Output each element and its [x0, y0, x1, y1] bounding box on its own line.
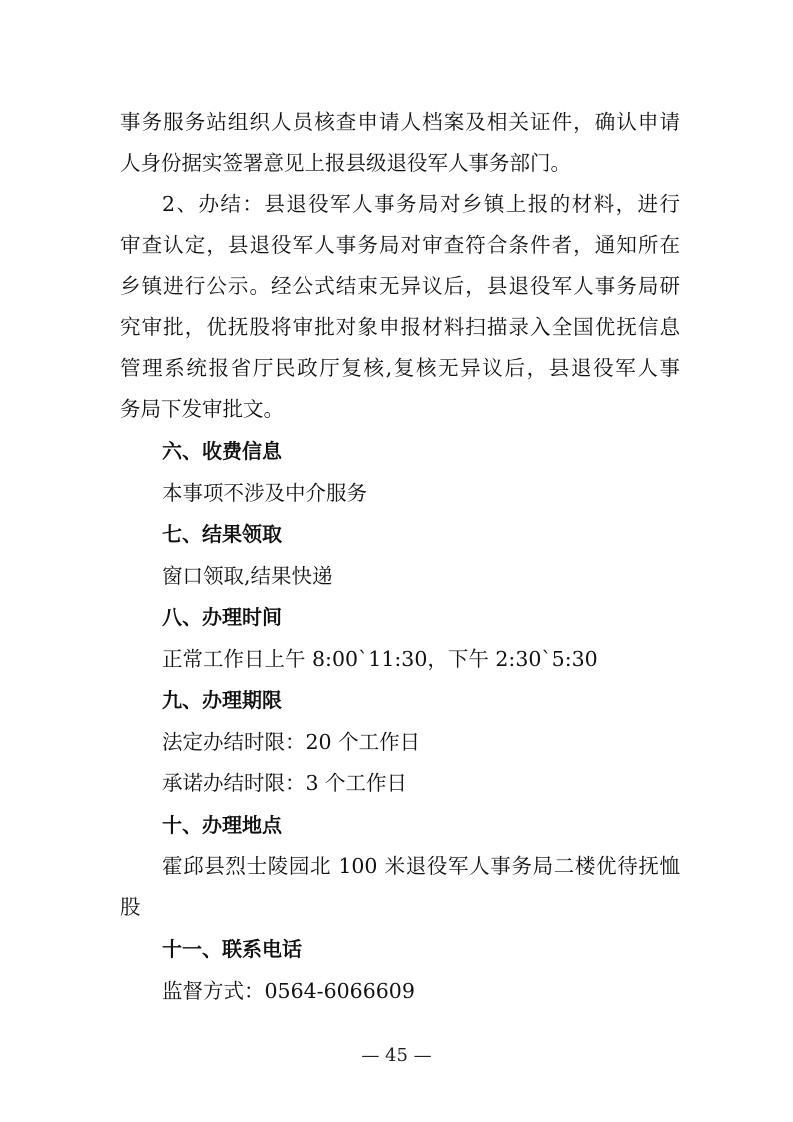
location-line: 霍邱县烈士陵园北 100 米退役军人事务局二楼优待抚恤	[162, 854, 680, 878]
paragraph-line: 人身份据实签署意见上报县级退役军人事务部门。	[120, 151, 571, 175]
location-line: 股	[120, 895, 141, 919]
paragraph-line: 2、办结：县退役军人事务局对乡镇上报的材料，进行	[162, 192, 680, 216]
hours-text: 正常工作日上午 8:00`11:30，下午 2:30`5:30	[162, 647, 598, 671]
section-heading-hours: 八、办理时间	[162, 605, 282, 629]
paragraph-line: 乡镇进行公示。经公式结束无异议后，县退役军人事务局研	[120, 274, 680, 298]
contact-text: 监督方式：0564-6066609	[162, 979, 415, 1003]
section-heading-fee: 六、收费信息	[162, 439, 282, 463]
section-heading-deadline: 九、办理期限	[162, 688, 282, 712]
result-text: 窗口领取,结果快递	[162, 564, 333, 588]
deadline-promised-text: 承诺办结时限：3 个工作日	[162, 771, 408, 795]
section-heading-location: 十、办理地点	[162, 813, 282, 837]
paragraph-line: 事务服务站组织人员核查申请人档案及相关证件，确认申请	[120, 110, 680, 134]
paragraph-line: 审查认定，县退役军人事务局对审查符合条件者，通知所在	[120, 233, 680, 257]
paragraph-line: 究审批，优抚股将审批对象申报材料扫描录入全国优抚信息	[120, 315, 680, 339]
section-heading-result: 七、结果领取	[162, 522, 282, 546]
page-number: — 45 —	[361, 1045, 432, 1066]
section-heading-contact: 十一、联系电话	[162, 937, 302, 961]
paragraph-line: 务局下发审批文。	[120, 397, 284, 421]
fee-text: 本事项不涉及中介服务	[162, 481, 367, 505]
deadline-legal-text: 法定办结时限：20 个工作日	[162, 730, 421, 754]
paragraph-line: 管理系统报省厅民政厅复核,复核无异议后，县退役军人事	[120, 356, 680, 380]
